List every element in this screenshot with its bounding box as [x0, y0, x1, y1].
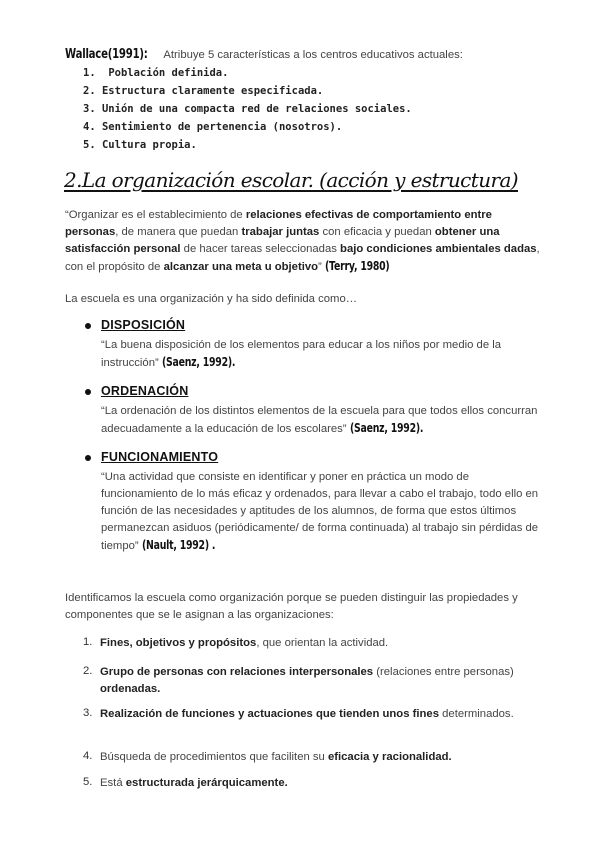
list-number: 2.: [83, 665, 93, 677]
definition-citation: (Saenz, 1992).: [161, 355, 236, 369]
quote-citation: (Terry, 1980): [324, 259, 390, 273]
characteristics-list: [83, 67, 412, 157]
list-number: 1.: [83, 636, 93, 648]
definition-title-disposicion: DISPOSICIÓN: [101, 318, 186, 332]
definition-text: “La ordenación de los distintos elementos de la escuela para que todos ellos concurran adecuadamente a la educación de los escolares” (Saenz, 1992).: [101, 405, 538, 435]
list-item: 2. Estructura claramente especificada.: [83, 85, 324, 97]
list-item: Fines, objetivos y propósitos, que orientan la actividad.: [100, 637, 389, 649]
defined-as-text: La escuela es una organización y ha sido definida como…: [65, 293, 358, 305]
list-item: Realización de funciones y actuaciones que tienden unos fines determinados.: [100, 708, 514, 720]
definition-title-ordenacion: ORDENACIÓN: [101, 384, 189, 398]
list-number: 4.: [83, 750, 93, 762]
bullet-icon: [85, 323, 91, 329]
list-item: Grupo de personas con relaciones interpersonales (relaciones entre personas) ordenadas.: [100, 666, 514, 695]
list-item: 5. Cultura propia.: [83, 139, 197, 151]
list-number: 3.: [83, 707, 93, 719]
list-item: Está estructurada jerárquicamente.: [100, 777, 288, 789]
identify-text: Identificamos la escuela como organización porque se pueden distinguir las propiedades y componentes que se le asignan a las organizaciones:: [65, 592, 518, 621]
list-item: 4. Sentimiento de pertenencia (nosotros).: [83, 121, 343, 133]
bullet-icon: [85, 389, 91, 395]
intro-line: [65, 45, 463, 63]
section-heading: 2.La organización escolar. (acción y estructura): [64, 168, 518, 192]
intro-author: Wallace(1991):: [65, 47, 148, 62]
definition-text: “La buena disposición de los elementos para educar a los niños por medio de la instrucción” (Saenz, 1992).: [101, 339, 502, 369]
definition-citation: (Saenz, 1992).: [349, 421, 423, 435]
organization-quote: “Organizar es el establecimiento de relaciones efectivas de comportamiento entre personas, de manera que puedan trabajar juntas con eficacia y puedan obtener una satisfacción personal de hacer tareas seleccionadas bajo condiciones ambientales dadas, con el propósito de alcanzar una meta u objetivo” (Terry, 1980): [65, 209, 540, 273]
bullet-icon: [85, 455, 91, 461]
definition-title-funcionamiento: FUNCIONAMIENTO: [101, 450, 219, 464]
list-number: 5.: [83, 776, 93, 788]
definition-text: “Una actividad que consiste en identificar y poner en práctica un modo de funcionamiento de lo más eficaz y ordenados, para llevar a cabo el trabajo, todo ello en función de las necesidades y aptitudes de los alumnos, de forma que estos últimos permanezcan asiduos (periódicamente/ de forma continuada) al trabajo sin pérdidas de tiempo” (Nault, 1992) .: [101, 471, 539, 552]
list-item: 3. Unión de una compacta red de relaciones sociales.: [83, 103, 412, 115]
definition-citation: (Nault, 1992) .: [141, 538, 216, 552]
intro-text: Atribuye 5 características a los centros educativos actuales:: [163, 49, 463, 61]
list-item: Búsqueda de procedimientos que faciliten su eficacia y racionalidad.: [100, 751, 452, 763]
list-item: 1. Población definida.: [83, 67, 229, 79]
